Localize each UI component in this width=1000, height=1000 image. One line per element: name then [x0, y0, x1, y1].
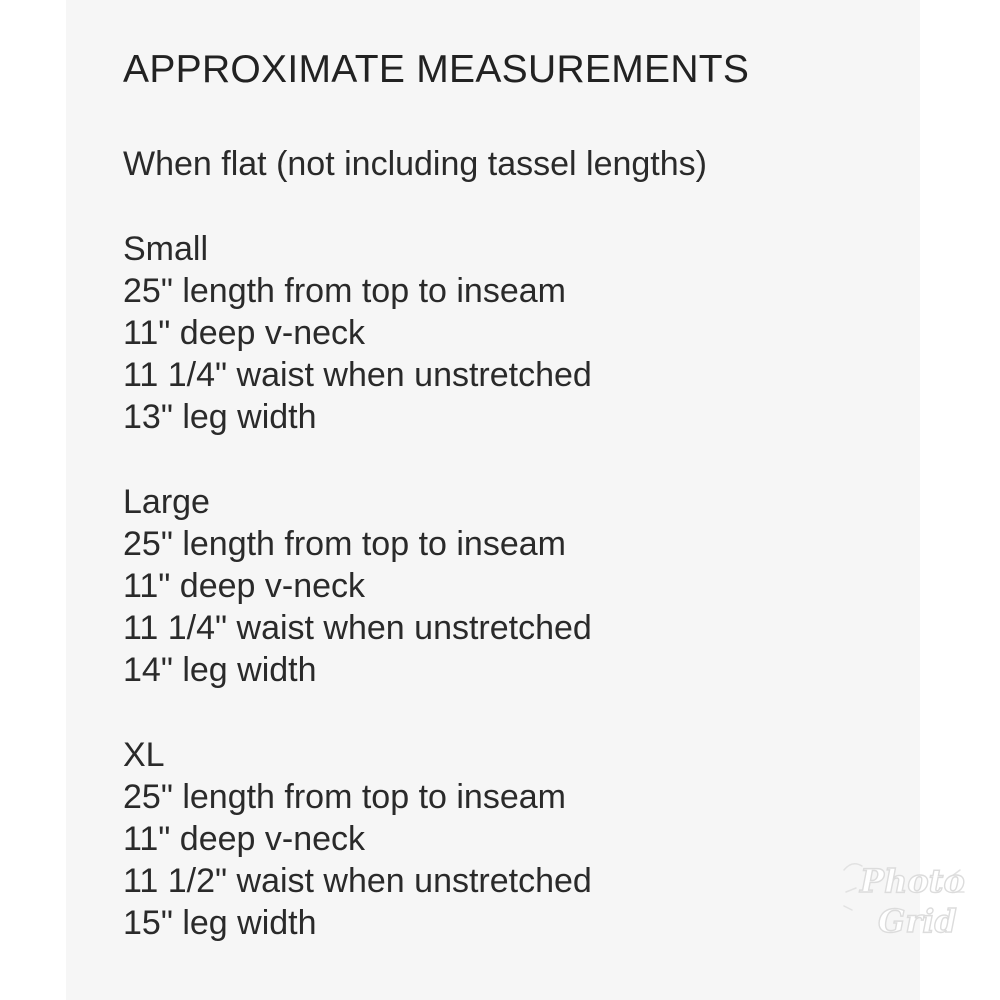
measurement-line: 15" leg width: [123, 904, 317, 942]
size-name: Small: [123, 230, 209, 268]
measurement-line: 25" length from top to inseam: [123, 525, 566, 563]
measurement-line: 25" length from top to inseam: [123, 778, 566, 816]
size-section-large: [123, 481, 903, 691]
measurement-line: 25" length from top to inseam: [123, 272, 566, 310]
page-title: APPROXIMATE MEASUREMENTS: [123, 48, 750, 91]
measurement-line: 13" leg width: [123, 398, 317, 436]
measurement-line: 11" deep v-neck: [123, 314, 366, 352]
size-name: Large: [123, 483, 210, 521]
measurement-line: 11" deep v-neck: [123, 820, 366, 858]
measurement-line: 11 1/2" waist when unstretched: [123, 862, 592, 900]
size-name: XL: [123, 736, 165, 774]
measurement-line: 11 1/4" waist when unstretched: [123, 356, 592, 394]
watermark-text-line2: Grid: [878, 902, 957, 940]
size-section-xl: [123, 734, 903, 944]
size-section-small: [123, 228, 903, 438]
watermark-text-line1: Photo: [860, 862, 965, 900]
measurements-document: [123, 47, 903, 944]
measurement-line: 11 1/4" waist when unstretched: [123, 609, 592, 647]
photogrid-watermark-logo: [838, 848, 968, 958]
measurement-line: 11" deep v-neck: [123, 567, 366, 605]
page-subtitle: When flat (not including tassel lengths): [123, 145, 707, 183]
measurement-line: 14" leg width: [123, 651, 317, 689]
